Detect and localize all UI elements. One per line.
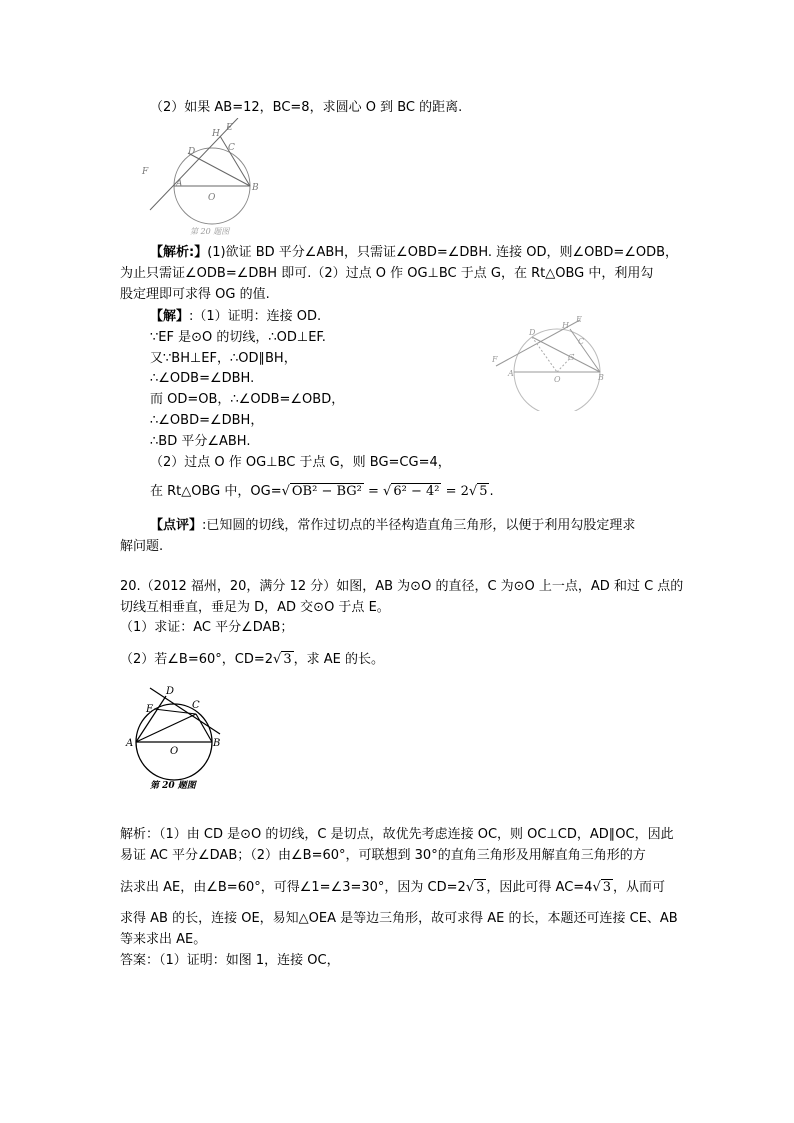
question-2-text: （2）如果 AB=12，BC=8，求圆心 O 到 BC 的距离.	[150, 100, 463, 115]
label-A: A	[176, 179, 183, 189]
figure-3	[124, 684, 224, 792]
solution-line-3: ∴∠ODB=∠DBH.	[150, 371, 255, 386]
analysis2-line-3: 法求出 AE，由∠B=60°，可得∠1=∠3=30°，因为 CD=2√ 3 ，因此可得 AC=4√ 3 ，从而可	[120, 880, 666, 895]
problem-question-2: （2）若∠B=60°，CD=2√ 3 ，求 AE 的长。	[120, 652, 384, 667]
radicand-a3d: 3	[602, 880, 612, 895]
label-B: B	[252, 183, 259, 193]
radicand-2: 6² − 4²	[393, 484, 440, 499]
solution-tag: 【解】	[150, 309, 190, 324]
figure-1	[140, 118, 270, 236]
label-A3: A	[126, 738, 134, 749]
comment-tag: 【点评】	[150, 518, 203, 533]
comment-line-2: 解问题.	[120, 539, 164, 554]
analysis-line-3: 股定理即可求得 OG 的值.	[120, 287, 270, 302]
figure-2	[492, 316, 607, 411]
figure-caption: 第 20 题图	[190, 227, 230, 236]
problem-title-2: 切线互相垂直，垂足为 D，AD 交⊙O 于点 E。	[120, 600, 390, 615]
solution-line-2: 又∵BH⊥EF，∴OD∥BH，	[150, 351, 297, 366]
label-E2: E	[576, 316, 582, 324]
radicand-a3b: 3	[476, 880, 485, 895]
label-H2: H	[562, 321, 569, 330]
label-C2: C	[578, 337, 585, 346]
label-C3: C	[192, 700, 200, 711]
label-A2: A	[508, 369, 514, 378]
analysis2-line-1: 解析：（1）由 CD 是⊙O 的切线，C 是切点，故优先考虑连接 OC，则 OC⊥CD，AD∥OC，因此	[120, 827, 674, 842]
solution-line-6: ∴BD 平分∠ABH.	[150, 434, 251, 449]
problem-question-1: （1）求证：AC 平分∠DAB；	[120, 620, 294, 635]
solution-line-7: （2）过点 O 作 OG⊥BC 于点 G，则 BG=CG=4，	[150, 455, 451, 470]
label-O: O	[208, 193, 216, 203]
solution-line-4: 而 OD=OB，∴∠ODB=∠OBD，	[150, 392, 345, 407]
label-H: H	[212, 129, 220, 139]
analysis2-line-2: 易证 AC 平分∠DAB；（2）由∠B=60°，可联想到 30°的直角三角形及用解直角三角形的方	[120, 848, 646, 863]
label-B3: B	[213, 738, 221, 749]
figure-caption-3: 第 20 题图	[150, 781, 196, 791]
label-D: D	[188, 147, 196, 157]
analysis-tag: 【解析:】	[150, 245, 208, 260]
analysis-line-2: 为止只需证∠ODB=∠DBH 即可.（2）过点 O 作 OG⊥BC 于点 G，在 Rt△OBG 中，利用勾	[120, 266, 654, 281]
solution-line-8: 在 Rt△OBG 中，OG=√ OB² − BG² = √ 6² − 4² = 2√ 5 .	[150, 484, 494, 499]
label-O3: O	[170, 746, 179, 757]
analysis2-line-5: 等来求出 AE。	[120, 932, 207, 947]
label-G2: G	[568, 353, 575, 362]
label-E3: E	[146, 704, 154, 715]
label-C: C	[228, 143, 235, 153]
label-D2: D	[529, 328, 536, 337]
radicand-q2: 3	[283, 652, 292, 667]
radicand-1: OB² − BG²	[291, 484, 362, 499]
solution-line-1: ∵EF 是⊙O 的切线，∴OD⊥EF.	[150, 330, 326, 345]
label-F: F	[142, 167, 149, 177]
label-O2: O	[554, 375, 561, 384]
label-E: E	[226, 123, 233, 133]
analysis-line-1: 【解析:】(1)欲证 BD 平分∠ABH，只需证∠OBD=∠DBH. 连接 OD，则∠OBD=∠ODB，	[150, 245, 679, 260]
problem-title-1: 20.（2012 福州，20，满分 12 分）如图，AB 为⊙O 的直径，C 为⊙O 上一点，AD 和过 C 点的	[120, 579, 684, 594]
radicand-3: 5	[479, 484, 488, 499]
comment-line-1: 【点评】:已知圆的切线，常作过切点的半径构造直角三角形，以便于利用勾股定理求	[150, 518, 636, 533]
label-F2: F	[492, 355, 498, 364]
label-B2: B	[598, 373, 604, 382]
analysis2-line-4: 求得 AB 的长，连接 OE，易知△OEA 是等边三角形，故可求得 AE 的长，本题还可连接 CE、AB	[120, 911, 678, 926]
answer-line: 答案：（1）证明：如图 1，连接 OC，	[120, 953, 340, 968]
solution-line-0: 【解】:（1）证明：连接 OD.	[150, 309, 322, 324]
label-D3: D	[166, 686, 175, 697]
solution-line-5: ∴∠OBD=∠DBH，	[150, 413, 264, 428]
